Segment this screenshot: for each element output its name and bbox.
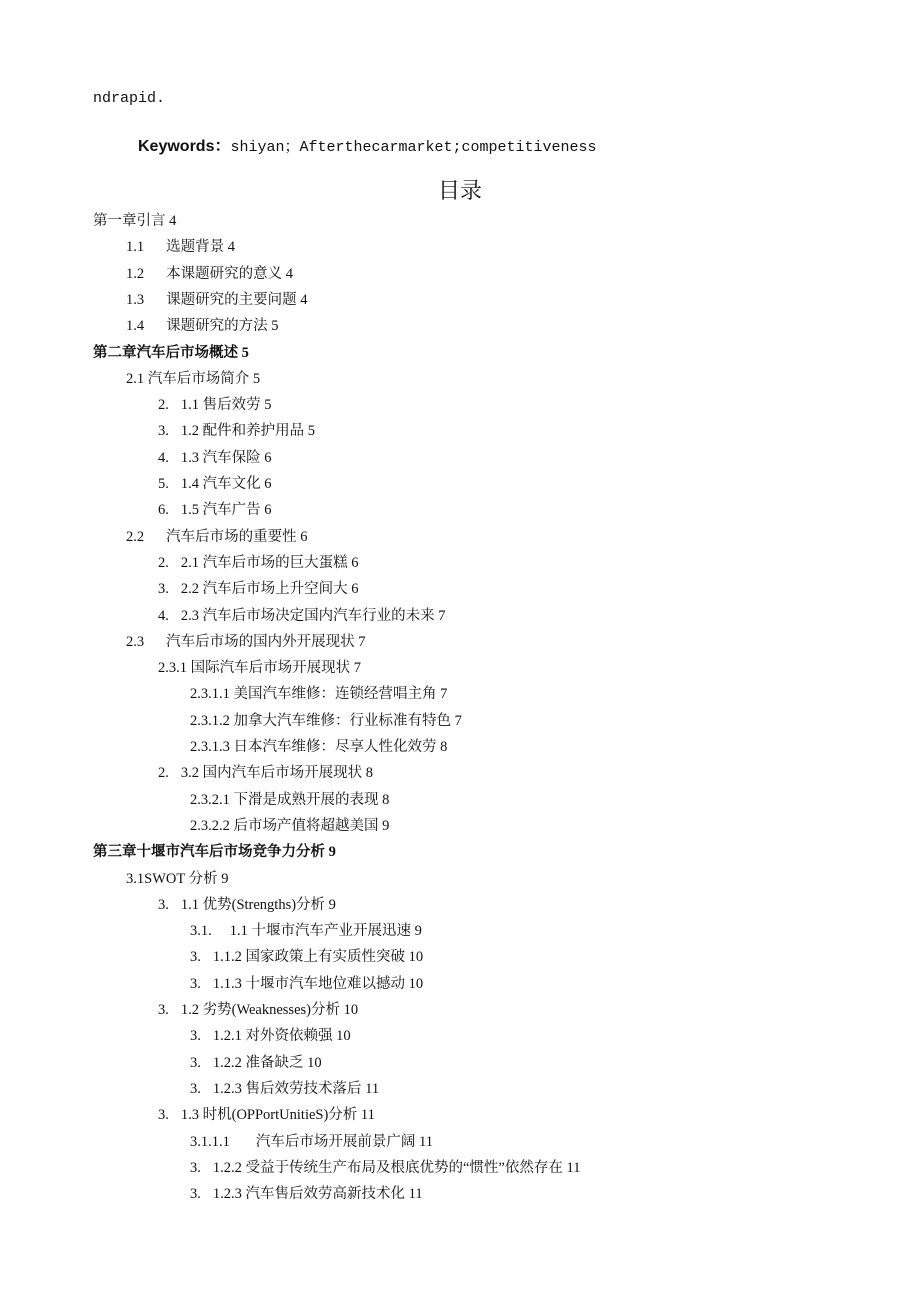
toc-entry-label: 汽车后市场的重要性 6 xyxy=(166,528,308,545)
toc-entry-label: 3.2 国内汽车后市场开展现状 8 xyxy=(180,765,373,782)
toc-entry-number: 3. xyxy=(190,1159,201,1176)
toc-entry-label: 2.3.2.1 下滑是成熟开展的表现 8 xyxy=(190,791,390,808)
toc-entry-label: 2.3.1.1 美国汽车维修：连锁经营唱主角 7 xyxy=(190,686,448,703)
toc-entry-number: 1.3 xyxy=(126,291,145,308)
toc-entry-number: 3. xyxy=(190,1028,201,1045)
toc-entry-label: 1.1 优势(Strengths)分析 9 xyxy=(180,896,336,913)
toc-entry[interactable] xyxy=(190,1185,423,1203)
toc-entry-number: 3. xyxy=(190,949,201,966)
toc-entry[interactable] xyxy=(158,659,361,677)
toc-entry[interactable] xyxy=(158,896,336,914)
toc-entry[interactable] xyxy=(190,1027,351,1045)
toc-entry-number: 3. xyxy=(190,1054,201,1071)
toc-entry-number: 2. xyxy=(158,765,169,782)
toc-entry-number: 3. xyxy=(158,1107,169,1124)
toc-entry[interactable] xyxy=(126,633,366,651)
toc-entry-label: 汽车后市场的国内外开展现状 7 xyxy=(166,633,366,650)
toc-entry[interactable] xyxy=(190,1080,379,1098)
toc-entry-label: 2.3.2.2 后市场产值将超越美国 9 xyxy=(190,817,390,834)
toc-entry-label: 1.2.1 对外资依赖强 10 xyxy=(212,1028,351,1045)
abstract-fragment: ndrapid. xyxy=(93,90,166,107)
toc-entry-label: 1.2 配件和养护用品 5 xyxy=(180,423,315,440)
toc-entry-number: 3. xyxy=(158,896,169,913)
toc-entry[interactable] xyxy=(158,449,272,467)
toc-entry[interactable] xyxy=(126,317,279,335)
toc-entry-label: 汽车后市场开展前景广阔 11 xyxy=(255,1133,433,1150)
toc-entry-label: 1.2.3 售后效劳技术落后 11 xyxy=(212,1080,380,1097)
toc-entry-label: 1.2.2 受益于传统生产布局及根底优势的“惯性”依然存在 11 xyxy=(212,1159,581,1176)
keywords-label: Keywords： xyxy=(138,138,231,155)
toc-entry-number: 3.1.1.1 xyxy=(190,1133,230,1150)
toc-entry[interactable] xyxy=(158,475,272,493)
toc-entry-label: 第三章十堰市汽车后市场竞争力分析 9 xyxy=(93,844,336,861)
toc-entry-label: 1.1 售后效劳 5 xyxy=(180,397,272,414)
toc-entry-label: 本课题研究的意义 4 xyxy=(166,265,293,282)
toc-entry-label: 2.3.1.2 加拿大汽车维修：行业标准有特色 7 xyxy=(190,712,462,729)
toc-entry[interactable] xyxy=(126,291,308,309)
toc-entry-number: 5. xyxy=(158,476,169,492)
toc-entry[interactable] xyxy=(158,580,359,598)
toc-entry-label: 课题研究的主要问题 4 xyxy=(166,291,308,308)
toc-entry-label: 2.1 汽车后市场的巨大蛋糕 6 xyxy=(180,554,359,571)
toc-entry-number: 3. xyxy=(158,1002,169,1018)
toc-title: 目录 xyxy=(437,178,482,203)
toc-entry[interactable] xyxy=(158,501,272,519)
toc-entry-number: 3.1. xyxy=(190,923,212,940)
toc-entry[interactable] xyxy=(126,265,293,283)
toc-entry-number: 4. xyxy=(158,449,169,466)
toc-entry-label: 2.1 汽车后市场简介 5 xyxy=(126,370,261,387)
toc-entry[interactable] xyxy=(190,685,447,703)
toc-entry[interactable] xyxy=(190,791,389,809)
toc-entry-number: 1.1 xyxy=(126,239,145,256)
toc-entry[interactable] xyxy=(190,1054,322,1072)
toc-entry-label: 1.1.2 国家政策上有实质性突破 10 xyxy=(212,949,424,966)
toc-entry-label: 1.2 劣势(Weaknesses)分析 10 xyxy=(180,1002,359,1018)
toc-entry[interactable] xyxy=(190,975,423,993)
toc-entry[interactable] xyxy=(158,554,359,572)
toc-entry-label: 1.4 汽车文化 6 xyxy=(180,476,272,492)
toc-entry[interactable] xyxy=(93,843,336,861)
toc-entry-label: 第二章汽车后市场概述 5 xyxy=(93,344,249,361)
toc-entry-number: 6. xyxy=(158,502,169,519)
toc-entry[interactable] xyxy=(93,344,249,362)
toc-entry-number: 3. xyxy=(190,1080,201,1097)
toc-entry[interactable] xyxy=(158,1106,375,1124)
toc-entry-label: 3.1SWOT 分析 9 xyxy=(126,870,229,887)
toc-entry[interactable] xyxy=(126,528,308,546)
toc-entry-number: 1.2 xyxy=(126,265,145,282)
toc-entry[interactable] xyxy=(158,396,272,414)
toc-entry-label: 1.1 十堰市汽车产业开展迅速 9 xyxy=(229,923,422,940)
toc-entry[interactable] xyxy=(158,764,373,782)
toc-entry-number: 3. xyxy=(158,581,169,598)
toc-entry[interactable] xyxy=(126,870,228,888)
toc-entry-label: 课题研究的方法 5 xyxy=(166,318,279,335)
keywords-line xyxy=(138,133,597,156)
toc-entry[interactable] xyxy=(126,370,260,388)
toc-entry-label: 选题背景 4 xyxy=(166,239,235,256)
toc-entry-label: 第一章引言 4 xyxy=(93,213,177,229)
toc-entry-label: 2.3 汽车后市场决定国内汽车行业的未来 7 xyxy=(180,607,446,624)
toc-entry[interactable] xyxy=(158,607,446,625)
toc-entry[interactable] xyxy=(190,922,422,940)
toc-entry-label: 1.2.2 准备缺乏 10 xyxy=(212,1054,322,1071)
toc-entry-label: 1.5 汽车广告 6 xyxy=(180,502,272,519)
keywords-value: shiyan；Afterthecarmarket;competitiveness xyxy=(230,139,597,156)
toc-entry-label: 1.3 时机(OPPortUnitieS)分析 11 xyxy=(180,1107,375,1124)
toc-entry-number: 2. xyxy=(158,397,169,414)
toc-entry[interactable] xyxy=(190,712,462,730)
toc-entry[interactable] xyxy=(190,1133,433,1151)
toc-entry-number: 3. xyxy=(190,1186,201,1203)
toc-entry-number: 2.2 xyxy=(126,528,145,545)
toc-entry-number: 3. xyxy=(158,423,169,440)
toc-entry-number: 1.4 xyxy=(126,318,145,335)
toc-entry[interactable] xyxy=(158,422,315,440)
toc-entry-label: 1.1.3 十堰市汽车地位难以撼动 10 xyxy=(212,975,424,992)
toc-entry[interactable] xyxy=(190,738,447,756)
toc-entry-label: 2.3.1.3 日本汽车维修：尽享人性化效劳 8 xyxy=(190,739,448,755)
toc-entry-number: 4. xyxy=(158,607,169,624)
toc-entry-label: 2.2 汽车后市场上升空间大 6 xyxy=(180,581,359,598)
toc-entry[interactable] xyxy=(190,1159,580,1177)
toc-entry[interactable] xyxy=(190,817,389,835)
toc-entry-number: 2. xyxy=(158,554,169,571)
toc-entry-label: 2.3.1 国际汽车后市场开展现状 7 xyxy=(158,660,361,677)
toc-entry-label: 1.3 汽车保险 6 xyxy=(180,449,272,466)
toc-entry-number: 3. xyxy=(190,975,201,992)
toc-entry-number: 2.3 xyxy=(126,633,145,650)
toc-entry-label: 1.2.3 汽车售后效劳高新技术化 11 xyxy=(212,1186,423,1203)
toc-entry[interactable] xyxy=(190,948,423,966)
toc-entry[interactable] xyxy=(126,238,235,256)
toc-entry[interactable] xyxy=(158,1001,358,1019)
toc-entry[interactable] xyxy=(93,212,176,230)
